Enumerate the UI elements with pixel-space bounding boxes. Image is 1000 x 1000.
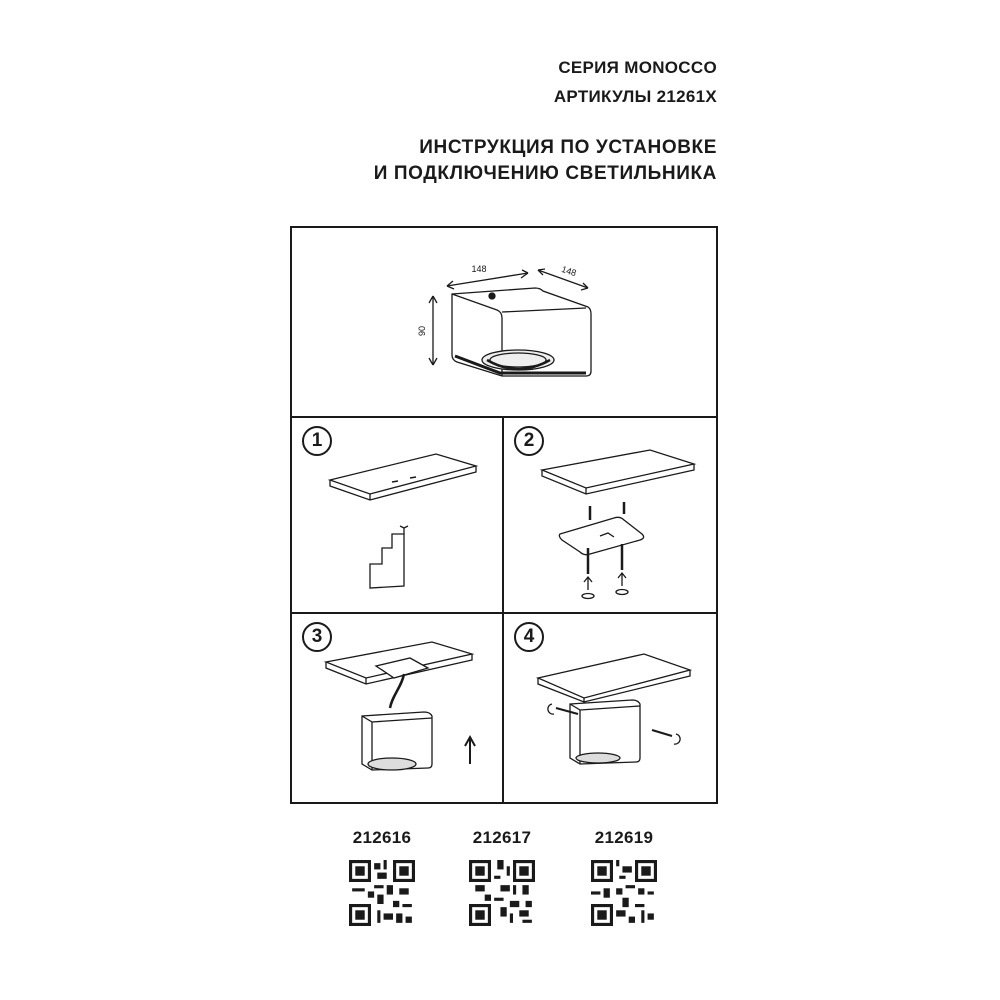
qr-code-label: 212617 xyxy=(472,828,532,847)
article-number: АРТИКУЛЫ 21261X xyxy=(553,87,717,106)
document-title-line-1: ИНСТРУКЦИЯ ПО УСТАНОВКЕ xyxy=(419,137,717,158)
step-number: 2 xyxy=(514,426,544,456)
step-2-panel xyxy=(504,418,716,612)
qr-code-label: 212619 xyxy=(594,828,654,847)
step-number: 1 xyxy=(302,426,332,456)
series-name: СЕРИЯ MONOCCO xyxy=(558,58,717,77)
qr-block xyxy=(462,828,542,926)
dimension-height: 90 xyxy=(417,325,427,337)
step-number: 4 xyxy=(514,622,544,652)
document-title-line-2: И ПОДКЛЮЧЕНИЮ СВЕТИЛЬНИКА xyxy=(373,163,717,184)
fixture-dimensions-drawing xyxy=(292,228,716,416)
dimension-width: 148 xyxy=(471,264,487,274)
instruction-diagram-frame xyxy=(290,226,718,804)
qr-block xyxy=(342,828,422,926)
step-1-panel xyxy=(292,418,502,612)
qr-code[interactable] xyxy=(591,860,657,926)
qr-block xyxy=(584,828,664,926)
qr-code[interactable] xyxy=(349,860,415,926)
qr-code-label: 212616 xyxy=(352,828,412,847)
step-3-panel xyxy=(292,614,502,804)
dimensions-panel xyxy=(292,228,716,416)
step-4-panel xyxy=(504,614,716,804)
dimension-depth: 148 xyxy=(560,264,578,279)
qr-code[interactable] xyxy=(469,860,535,926)
step-number: 3 xyxy=(302,622,332,652)
